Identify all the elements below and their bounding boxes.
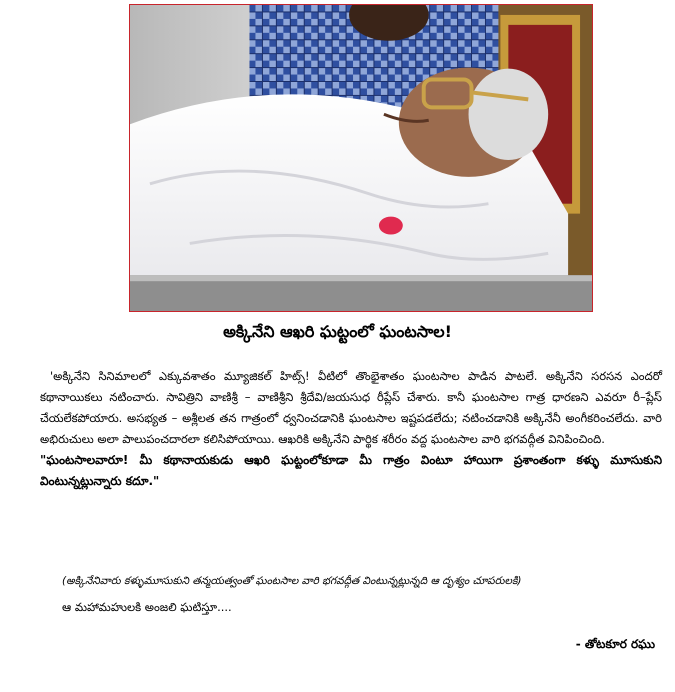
caption-note: (అక్కినేనివారు కళ్ళుమూసుకుని తన్మయత్వంతో ఘంటసాల వారి భగవద్గీత వింటున్నట్లున్నది ఆ దృశ్యం చూపరులకి): [62, 575, 522, 587]
article-body: [40, 366, 662, 492]
tribute-line: ఆ మహామహులకి అంజలి ఘటిస్తూ....: [62, 600, 232, 614]
author-signature: - తోటకూర రఘు: [575, 637, 655, 651]
headline: అక్కినేని ఆఖరి ఘట్టంలో ఘంటసాల!: [223, 322, 452, 341]
article-quote: "ఘంటసాలవారూ! మీ కథానాయకుడు ఆఖరి ఘట్టంలోకూడా మీ గాత్రం వింటూ హాయిగా ప్రశాంతంగా కళ్ళు మూసుకుని వింటున్నట్లున్నారు కదూ.": [40, 453, 662, 488]
news-photo: [129, 4, 593, 312]
news-photo-illustration: [130, 5, 592, 311]
article-lead-paragraph: 'అక్కినేని సినిమాలలో ఎక్కువశాతం మ్యూజికల్ హిట్స్! వీటిలో తొంభైశాతం ఘంటసాల పాడిన పాటలే. అక్కినేని సరసన ఎందరో కథానాయికలు నటించారు. సావిత్రిని వాణిశ్రీ – వాణిశ్రీని శ్రీదేవి/జయసుధ రీప్లేస్ చేశారు. కానీ ఘంటసాల గాత్ర ధారణని ఎవరూ రీ–ప్లేస్ చేయలేకపోయారు. అసభ్యత – అశ్లీలత తన గాత్రంలో ధ్వనించడానికి ఘంటసాల ఇష్టపడలేదు; నటించడానికి అక్కినేనీ అంగీకరించలేదు. వారి అభిరుచులు అలా పాలుపంచదారలా కలిసిపోయాయి. ఆఖరికి అక్కినేని పార్థిక శరీరం వద్ద ఘంటసాల వారి భగవద్గీత వినిపించింది.: [40, 369, 662, 446]
